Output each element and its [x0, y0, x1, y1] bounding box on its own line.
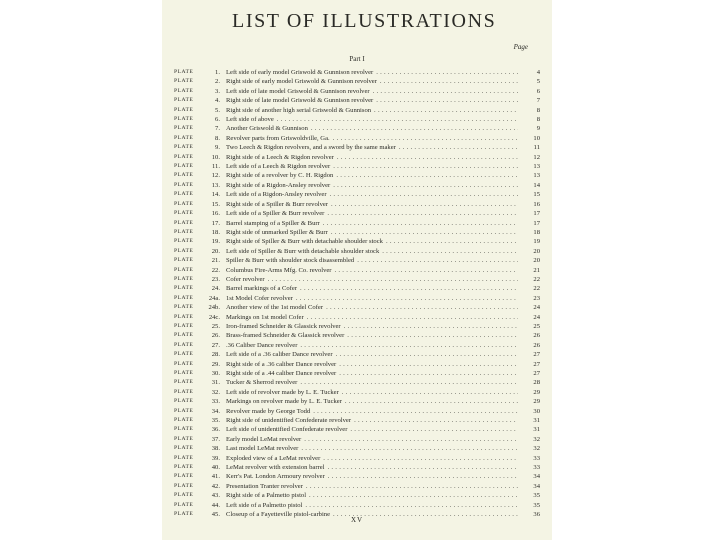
part-heading: Part I: [349, 55, 365, 63]
plate-number: 35.: [211, 417, 220, 425]
entry-page-number: 22: [533, 275, 540, 283]
plate-label: PLATE: [174, 87, 194, 94]
entry-description-with-leader: [226, 378, 518, 387]
list-item: [162, 219, 552, 228]
list-item: [162, 200, 552, 209]
entry-description: Revolver made by George Todd: [226, 407, 311, 415]
entry-description: Closeup of a Fayetteville pistol-carbine: [226, 511, 331, 519]
entry-description-with-leader: [226, 124, 518, 133]
entry-page-number: 24: [533, 304, 540, 312]
entry-description-with-leader: [226, 482, 518, 491]
entry-description: Last model LeMat revolver: [226, 445, 299, 453]
plate-label: PLATE: [174, 134, 194, 141]
entry-page-number: 14: [533, 181, 540, 189]
plate-number: 18.: [211, 228, 220, 236]
plate-label: PLATE: [174, 388, 194, 395]
plate-number: 24c.: [208, 313, 220, 321]
list-item: [162, 435, 552, 444]
entry-page-number: 27: [533, 370, 540, 377]
entry-description-with-leader: [226, 171, 518, 180]
plate-number: 42.: [211, 482, 220, 490]
entry-description-with-leader: [226, 247, 518, 256]
entry-page-number: 25: [533, 322, 540, 330]
entry-description-with-leader: [226, 416, 518, 425]
plate-label: PLATE: [174, 379, 194, 386]
plate-label: PLATE: [174, 417, 194, 424]
entry-description-with-leader: [226, 331, 518, 340]
plate-number: 10.: [211, 153, 220, 161]
list-item: [162, 275, 552, 284]
entry-page-number: 27: [533, 351, 540, 359]
entry-description: 1st Model Cofer revolver: [226, 294, 293, 302]
plate-label: PLATE: [174, 482, 194, 489]
entry-description-with-leader: [226, 388, 518, 397]
illustration-list: [162, 68, 552, 520]
entry-description: Early model LeMat revolver: [226, 435, 302, 443]
entry-description: Iron-framed Schneider & Glassick revolver: [226, 322, 341, 330]
plate-number: 31.: [211, 379, 220, 387]
plate-label: PLATE: [174, 181, 194, 188]
entry-page-number: 26: [533, 332, 540, 340]
entry-description-with-leader: [226, 275, 518, 284]
entry-page-number: 27: [533, 360, 540, 368]
plate-number: 39.: [211, 454, 220, 462]
entry-page-number: 15: [533, 191, 540, 199]
plate-number: 13.: [211, 181, 220, 189]
plate-label: PLATE: [174, 322, 194, 329]
plate-number: 26.: [211, 332, 220, 340]
list-item: [162, 472, 552, 481]
plate-label: PLATE: [174, 116, 194, 123]
plate-label: PLATE: [174, 445, 194, 452]
entry-page-number: 34: [533, 482, 540, 490]
entry-description: Left side of a Rigdon-Ansley revolver: [226, 191, 327, 199]
plate-label: PLATE: [174, 210, 194, 217]
list-item: [162, 190, 552, 199]
entry-page-number: 6: [536, 87, 540, 95]
entry-description-with-leader: [226, 341, 518, 350]
entry-description-with-leader: [226, 162, 518, 171]
entry-description-with-leader: [226, 181, 518, 190]
list-item: [162, 77, 552, 86]
plate-number: 14.: [211, 191, 220, 199]
plate-label: PLATE: [174, 172, 194, 179]
entry-page-number: 18: [533, 228, 540, 236]
plate-label: PLATE: [174, 360, 194, 367]
plate-label: PLATE: [174, 426, 194, 433]
list-item: [162, 388, 552, 397]
list-item: [162, 416, 552, 425]
plate-label: PLATE: [174, 473, 194, 480]
entry-description-with-leader: [226, 350, 518, 359]
plate-number: 28.: [211, 351, 220, 359]
entry-description-with-leader: [226, 143, 518, 152]
entry-description-with-leader: [226, 68, 518, 77]
entry-description-with-leader: [226, 463, 518, 472]
plate-label: PLATE: [174, 435, 194, 442]
entry-description: Tucker & Sherrod revolver: [226, 379, 298, 387]
entry-page-number: 16: [533, 200, 540, 208]
entry-description-with-leader: [226, 96, 518, 105]
entry-page-number: 10: [533, 134, 540, 142]
plate-number: 16.: [211, 210, 220, 218]
plate-label: PLATE: [174, 464, 194, 471]
plate-label: PLATE: [174, 266, 194, 273]
plate-number: 33.: [211, 398, 220, 406]
entry-description-with-leader: [226, 77, 518, 86]
plate-label: PLATE: [174, 247, 194, 254]
entry-description-with-leader: [226, 219, 518, 228]
entry-page-number: 29: [533, 388, 540, 396]
plate-label: PLATE: [174, 351, 194, 358]
entry-page-number: 35: [533, 492, 540, 500]
entry-description: Barrel markings of a Cofer: [226, 285, 298, 293]
entry-description: Right side of unmarked Spiller & Burr: [226, 228, 328, 236]
plate-number: 1.: [215, 69, 220, 76]
list-item: [162, 463, 552, 472]
entry-description-with-leader: [226, 322, 518, 331]
entry-page-number: 12: [533, 153, 540, 161]
plate-number: 24b.: [208, 304, 220, 312]
entry-description-with-leader: [226, 407, 518, 416]
list-item: [162, 322, 552, 331]
plate-label: PLATE: [174, 313, 194, 320]
entry-page-number: 19: [533, 238, 540, 246]
list-item: [162, 115, 552, 124]
plate-number: 45.: [211, 511, 220, 519]
plate-number: 9.: [215, 144, 220, 152]
entry-page-number: 7: [536, 97, 540, 105]
entry-description: Columbus Fire-Arms Mfg. Co. revolver: [226, 266, 332, 274]
plate-number: 22.: [211, 266, 220, 274]
plate-label: PLATE: [174, 200, 194, 207]
plate-label: PLATE: [174, 511, 194, 518]
plate-label: PLATE: [174, 275, 194, 282]
entry-description-with-leader: [226, 256, 518, 265]
entry-page-number: 4: [536, 69, 540, 76]
entry-page-number: 35: [533, 501, 540, 509]
plate-number: 44.: [211, 501, 220, 509]
entry-description: Right side of late model Griswold & Gunnison revolver: [226, 97, 374, 105]
entry-page-number: 20: [533, 257, 540, 265]
list-item: [162, 444, 552, 453]
entry-description-with-leader: [226, 435, 518, 444]
plate-label: PLATE: [174, 228, 194, 235]
list-item: [162, 397, 552, 406]
plate-number: 27.: [211, 341, 220, 349]
plate-label: PLATE: [174, 219, 194, 226]
entry-description: Two Leech & Rigdon revolvers, and a sword by the same maker: [226, 144, 396, 152]
entry-description: Right side of early model Griswold & Gunnison revolver: [226, 78, 377, 86]
list-item: [162, 247, 552, 256]
entry-page-number: 26: [533, 341, 540, 349]
entry-description: Left side of late model Griswold & Gunnison revolver: [226, 87, 370, 95]
plate-number: 34.: [211, 407, 220, 415]
entry-page-number: 32: [533, 435, 540, 443]
list-item: [162, 143, 552, 152]
list-item: [162, 425, 552, 434]
plate-label: PLATE: [174, 492, 194, 499]
entry-description-with-leader: [226, 303, 518, 312]
list-item: [162, 209, 552, 218]
list-item: [162, 407, 552, 416]
entry-description-with-leader: [226, 200, 518, 209]
plate-number: 2.: [215, 78, 220, 86]
entry-page-number: 31: [533, 417, 540, 425]
list-item: [162, 313, 552, 322]
plate-number: 43.: [211, 492, 220, 500]
entry-description-with-leader: [226, 134, 518, 143]
plate-label: PLATE: [174, 454, 194, 461]
entry-description-with-leader: [226, 454, 518, 463]
plate-number: 21.: [211, 257, 220, 265]
entry-description: Exploded view of a LeMat revolver: [226, 454, 321, 462]
entry-description: Left side of unidentified Confederate revolver: [226, 426, 348, 434]
entry-description-with-leader: [226, 425, 518, 434]
plate-label: PLATE: [174, 163, 194, 170]
entry-page-number: 30: [533, 407, 540, 415]
entry-page-number: 17: [533, 210, 540, 218]
plate-label: PLATE: [174, 304, 194, 311]
entry-description: Left side of a Leech & Rigdon revolver: [226, 163, 331, 171]
entry-page-number: 32: [533, 445, 540, 453]
entry-description: Right side of a revolver by C. H. Rigdon: [226, 172, 334, 180]
entry-description: Left side of a .36 caliber Dance revolver: [226, 351, 333, 359]
entry-description: Right side of a Spiller & Burr revolver: [226, 200, 329, 208]
page-number: XV: [350, 516, 364, 524]
entry-description: Right side of Spiller & Burr with detachable shoulder stock: [226, 238, 383, 246]
plate-number: 38.: [211, 445, 220, 453]
entry-description: Left side of a Spiller & Burr revolver: [226, 210, 325, 218]
entry-description: Spiller & Burr with shoulder stock disassembled: [226, 257, 355, 265]
entry-page-number: 28: [533, 379, 540, 387]
entry-page-number: 23: [533, 294, 540, 302]
plate-label: PLATE: [174, 285, 194, 292]
list-item: [162, 350, 552, 359]
entry-description: Presentation Tranter revolver: [226, 482, 303, 490]
plate-label: PLATE: [174, 294, 194, 301]
entry-description-with-leader: [226, 190, 518, 199]
entry-page-number: 31: [533, 426, 540, 434]
list-item: [162, 181, 552, 190]
entry-description: Markings on 1st model Cofer: [226, 313, 304, 321]
entry-page-number: 33: [533, 464, 540, 472]
plate-number: 32.: [211, 388, 220, 396]
entry-description: Right side of a Leech & Rigdon revolver: [226, 153, 334, 161]
plate-label: PLATE: [174, 69, 194, 75]
list-item: [162, 482, 552, 491]
entry-description-with-leader: [226, 397, 518, 406]
entry-description: .36 Caliber Dance revolver: [226, 341, 298, 349]
entry-page-number: 21: [533, 266, 540, 274]
entry-description: Left side of revolver made by L. E. Tucker: [226, 388, 339, 396]
entry-description-with-leader: [226, 294, 518, 303]
plate-label: PLATE: [174, 257, 194, 264]
plate-number: 20.: [211, 247, 220, 255]
list-item: [162, 341, 552, 350]
entry-description: Kerr's Pat. London Armoury revolver: [226, 473, 325, 481]
entry-description-with-leader: [226, 228, 518, 237]
plate-label: PLATE: [174, 370, 194, 376]
list-item: [162, 96, 552, 105]
entry-page-number: 5: [536, 78, 540, 86]
entry-description-with-leader: [226, 313, 518, 322]
entry-description-with-leader: [226, 87, 518, 96]
list-item: [162, 284, 552, 293]
list-item: [162, 124, 552, 133]
list-item: [162, 378, 552, 387]
plate-label: PLATE: [174, 144, 194, 151]
plate-number: 11.: [212, 163, 220, 171]
plate-label: PLATE: [174, 501, 194, 508]
entry-page-number: 8: [536, 106, 540, 114]
list-item: [162, 369, 552, 378]
entry-description-with-leader: [226, 209, 518, 218]
entry-description: Cofer revolver: [226, 275, 265, 283]
entry-description: Markings on revolver made by L. E. Tucker: [226, 398, 342, 406]
plate-number: 23.: [211, 275, 220, 283]
entry-description-with-leader: [226, 266, 518, 275]
plate-label: PLATE: [174, 125, 194, 132]
entry-description: Barrel stamping of a Spiller & Burr: [226, 219, 320, 227]
entry-description: Right side of a .36 caliber Dance revolver: [226, 360, 337, 368]
plate-label: PLATE: [174, 106, 194, 113]
entry-description-with-leader: [226, 369, 518, 378]
entry-page-number: 9: [536, 125, 540, 133]
list-item: [162, 87, 552, 96]
plate-number: 30.: [211, 370, 220, 377]
list-item: [162, 134, 552, 143]
plate-label: PLATE: [174, 78, 194, 85]
list-item: [162, 228, 552, 237]
entry-page-number: 29: [533, 398, 540, 406]
entry-page-number: 20: [533, 247, 540, 255]
plate-label: PLATE: [174, 153, 194, 160]
entry-description-with-leader: [226, 115, 518, 124]
entry-description: Another Griswold & Gunnison: [226, 125, 308, 133]
entry-description-with-leader: [226, 237, 518, 246]
document-page: [162, 0, 552, 540]
entry-page-number: 33: [533, 454, 540, 462]
entry-description-with-leader: [226, 491, 518, 500]
entry-description-with-leader: [226, 501, 518, 510]
list-item: [162, 491, 552, 500]
list-item: [162, 360, 552, 369]
entry-page-number: 17: [533, 219, 540, 227]
entry-description: Left side of early model Griswold & Gunnison revolver: [226, 69, 374, 76]
entry-description: Right side of unidentified Confederate revolver: [226, 417, 352, 425]
entry-page-number: 13: [533, 163, 540, 171]
entry-description: Another view of the 1st model Cofer: [226, 304, 324, 312]
entry-description-with-leader: [226, 472, 518, 481]
list-item: [162, 454, 552, 463]
entry-page-number: 34: [533, 473, 540, 481]
list-item: [162, 303, 552, 312]
page-title: LIST OF ILLUSTRATIONS: [232, 10, 497, 32]
entry-page-number: 8: [536, 116, 540, 124]
entry-page-number: 22: [533, 285, 540, 293]
plate-label: PLATE: [174, 332, 194, 339]
plate-number: 15.: [211, 200, 220, 208]
list-item: [162, 68, 552, 77]
entry-description-with-leader: [226, 106, 518, 115]
plate-label: PLATE: [174, 398, 194, 405]
entry-page-number: 13: [533, 172, 540, 180]
entry-description: Brass-framed Schneider & Glassick revolver: [226, 332, 345, 340]
list-item: [162, 331, 552, 340]
entry-description: Revolver parts from Griswoldville, Ga.: [226, 134, 330, 142]
entry-description-with-leader: [226, 444, 518, 453]
plate-number: 3.: [215, 87, 220, 95]
entry-description: Right side of another high serial Griswold & Gunnison: [226, 106, 372, 114]
entry-description: Left side of a Palmetto pistol: [226, 501, 303, 509]
plate-number: 17.: [211, 219, 220, 227]
entry-page-number: 11: [533, 144, 540, 152]
plate-number: 6.: [215, 116, 220, 124]
entry-page-number: 36: [533, 511, 540, 519]
plate-label: PLATE: [174, 191, 194, 198]
plate-label: PLATE: [174, 97, 194, 104]
list-item: [162, 162, 552, 171]
list-item: [162, 106, 552, 115]
plate-label: PLATE: [174, 238, 194, 245]
entry-description: Left side of Spiller & Burr with detachable shoulder stock: [226, 247, 380, 255]
plate-number: 19.: [211, 238, 220, 246]
plate-number: 4.: [215, 97, 220, 105]
entry-page-number: 24: [533, 313, 540, 321]
entry-description-with-leader: [226, 153, 518, 162]
plate-number: 7.: [215, 125, 220, 133]
entry-description: LeMat revolver with extension barrel: [226, 464, 325, 472]
plate-number: 5.: [215, 106, 220, 114]
plate-number: 41.: [211, 473, 220, 481]
plate-number: 36.: [211, 426, 220, 434]
list-item: [162, 294, 552, 303]
entry-description-with-leader: [226, 360, 518, 369]
list-item: [162, 153, 552, 162]
plate-number: 24.: [211, 285, 220, 293]
entry-description: Right side of a Rigdon-Ansley revolver: [226, 181, 331, 189]
plate-number: 24a.: [208, 294, 220, 302]
list-item: [162, 171, 552, 180]
plate-number: 37.: [211, 435, 220, 443]
list-item: [162, 237, 552, 246]
list-item: [162, 256, 552, 265]
entry-description: Left side of above: [226, 116, 274, 124]
plate-number: 29.: [211, 360, 220, 368]
page-column-label: Page: [513, 43, 528, 51]
entry-description: Right side of a .44 caliber Dance revolver: [226, 370, 337, 377]
entry-description-with-leader: [226, 284, 518, 293]
list-item: [162, 501, 552, 510]
entry-description: Right side of a Palmetto pistol: [226, 492, 307, 500]
plate-number: 40.: [211, 464, 220, 472]
plate-number: 12.: [211, 172, 220, 180]
plate-label: PLATE: [174, 341, 194, 348]
list-item: [162, 266, 552, 275]
plate-label: PLATE: [174, 407, 194, 414]
plate-number: 25.: [211, 322, 220, 330]
plate-number: 8.: [215, 134, 220, 142]
